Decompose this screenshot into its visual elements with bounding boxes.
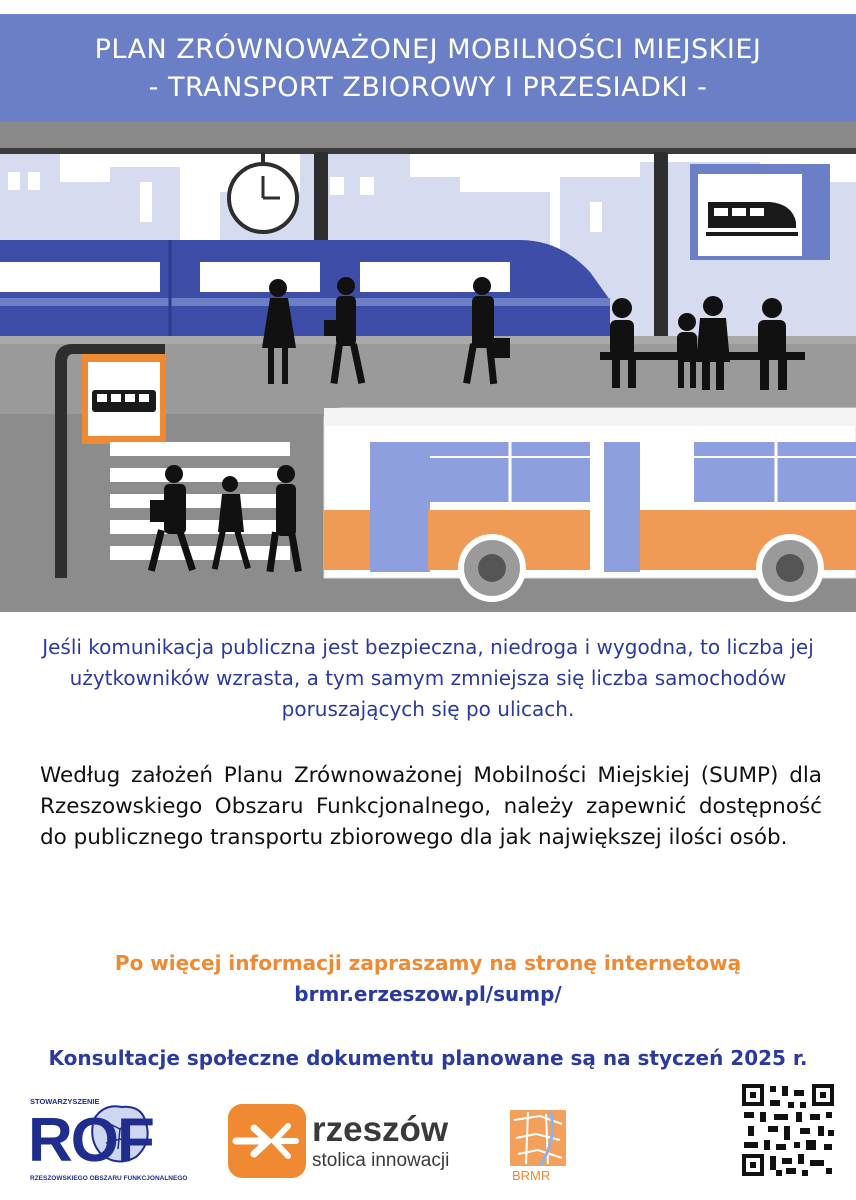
train-sign-icon: [690, 164, 830, 260]
rzeszow-arrows-icon: [228, 1104, 306, 1178]
rzeszow-logo-tagline: stolica innowacji: [312, 1150, 450, 1171]
brmr-logo: [510, 1110, 566, 1186]
rof-logo: [28, 1097, 188, 1187]
header-title: PLAN ZRÓWNOWAŻONEJ MOBILNOŚCI MIEJSKIEJ: [94, 34, 762, 65]
body-paragraph: Według założeń Planu Zrównoważonej Mobilności Miejskiej (SUMP) dla Rzeszowskiego Obszaru Funkcjonalnego, należy zapewnić dostępność do publicznego transportu zbiorowego dla jak największej ilości osób.: [40, 763, 822, 850]
rof-logo-bottom-text: RZESZOWSKIEGO OBSZARU FUNKCJONALNEGO: [30, 1175, 188, 1182]
more-info-invite: Po więcej informacji zapraszamy na stronę internetową: [114, 951, 742, 975]
brmr-map-icon: [510, 1110, 566, 1166]
header-subtitle: - TRANSPORT ZBIOROWY I PRZESIADKI -: [148, 72, 708, 103]
transit-illustration: [0, 122, 856, 612]
poster-header: [0, 14, 856, 122]
rof-logo-letters: ROF: [28, 1106, 153, 1175]
rzeszow-logo: [228, 1104, 468, 1184]
consultation-note: Konsultacje społeczne dokumentu planowane są na styczeń 2025 r.: [48, 1046, 808, 1070]
website-link[interactable]: brmr.erzeszow.pl/sump/: [294, 982, 562, 1006]
lead-paragraph: Jeśli komunikacja publiczna jest bezpieczna, niedroga i wygodna, to liczba jej użytkowników wzrasta, a tym samym zmniejsza się liczba samochodów poruszających się po ulicach.: [42, 635, 814, 721]
qr-code[interactable]: [740, 1082, 836, 1178]
train: [0, 240, 610, 336]
brmr-logo-label: BRMR: [512, 1168, 551, 1183]
rof-logo-top-text: STOWARZYSZENIE: [30, 1097, 100, 1106]
rzeszow-logo-name: rzeszów: [312, 1110, 449, 1149]
bus: [324, 408, 856, 602]
more-info: [0, 948, 856, 1010]
